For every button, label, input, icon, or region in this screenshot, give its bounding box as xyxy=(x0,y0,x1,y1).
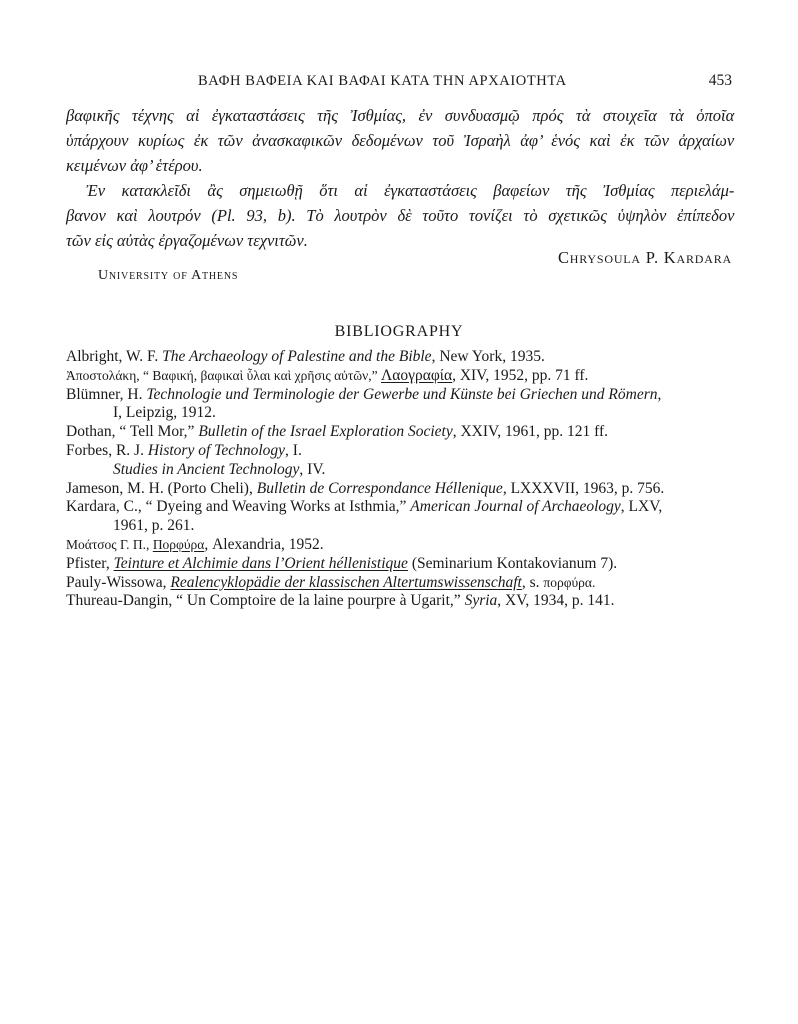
bib-journal: Syria xyxy=(464,592,498,610)
bib-entry-blumner xyxy=(66,386,746,424)
bib-entry-thureau xyxy=(66,592,746,611)
bib-details: , XIV, 1952, pp. 71 ff. xyxy=(452,366,589,384)
bib-author: Thureau-Dangin, “ Un Comptoire de la laine pourpre à Ugarit,” xyxy=(66,592,465,610)
bib-details: , LXXXVII, 1963, p. 756. xyxy=(502,479,665,497)
bib-entry-pfister xyxy=(66,555,746,574)
bib-entry-pauly xyxy=(66,574,746,593)
bib-details: , New York, 1935. xyxy=(431,348,545,365)
bib-author: Kardara, C., “ Dyeing and Weaving Works at Isthmia,” xyxy=(66,498,411,516)
bib-details: , Alexandria, 1952. xyxy=(204,535,324,553)
bib-details: , xyxy=(657,385,662,403)
paragraph-line: ὑπάρχουν κυρίως ἐκ τῶν ἀνασκαφικῶν δεδομένων τοῦ Ἰσραὴλ ἀφ’ ἑνός καὶ ἐκ τῶν ἀρχαίων xyxy=(66,131,735,150)
bib-details: , IV. xyxy=(299,460,326,478)
bib-title: The Archaeology of Palestine and the Bible xyxy=(162,348,432,365)
bib-title: Realencyklopädie der klassischen Altertumswissenschaft xyxy=(170,573,522,591)
paragraph-line: Ἐν κατακλεῖδι ἂς σημειωθῇ ὅτι αἱ ἐγκαταστάσεις βαφείων τῆς Ἰσθμίας περιελάμ- xyxy=(86,181,735,200)
bib-journal: Bulletin of the Israel Exploration Society xyxy=(198,423,453,441)
article-body xyxy=(66,103,734,253)
paragraph-line: βανον καὶ λουτρόν (Pl. 93, b). Τὸ λουτρὸν δὲ τοῦτο τονίζει τὸ σχετικῶς ὑψηλὸν ἐπίπεδον xyxy=(66,206,735,225)
bib-term: πορφύρα. xyxy=(543,574,596,590)
bib-journal: Λαογραφία xyxy=(381,366,453,384)
paragraph-line: βαφικῆς τέχνης αἱ ἐγκαταστάσεις τῆς Ἰσθμίας, ἐν συνδυασμῷ πρός τὰ στοιχεῖα τὰ ὁποῖα xyxy=(66,106,735,125)
author-signature: Chrysoula P. Kardara xyxy=(558,248,732,267)
bib-author: Pfister, xyxy=(66,554,114,572)
bib-entry-moatsos xyxy=(66,536,746,555)
bib-entry-dothan xyxy=(66,423,746,442)
bib-details: , I. xyxy=(285,441,302,459)
bib-author: Pauly-Wissowa, xyxy=(66,573,171,591)
bib-details-cont: I, Leipzig, 1912. xyxy=(113,404,216,422)
bib-title: Studies in Ancient Technology xyxy=(113,460,300,478)
bib-author: Albright, W. F. xyxy=(66,348,163,365)
bib-title: Teinture et Alchimie dans l’Orient héllenistique xyxy=(113,554,408,572)
bib-journal: American Journal of Archaeology xyxy=(410,498,621,516)
bib-author: Ἀποστολάκη, “ Βαφική, βαφικαὶ ὗλαι καὶ χρῆσις αὐτῶν,” xyxy=(66,367,382,383)
bib-details-cont: 1961, p. 261. xyxy=(113,517,195,535)
author-affiliation: University of Athens xyxy=(98,268,239,283)
bib-details: , LXV, xyxy=(620,498,663,516)
bib-author: Dothan, “ Tell Mor,” xyxy=(66,423,199,441)
bib-author: Jameson, M. H. (Porto Cheli), xyxy=(66,479,257,497)
bib-author: Blümner, H. xyxy=(66,385,147,403)
bib-entry-forbes xyxy=(66,442,746,480)
bibliography-list xyxy=(66,348,746,611)
bib-title: History of Technology xyxy=(147,441,286,459)
bib-author: Μοάτσος Γ. Π., xyxy=(66,536,153,552)
bib-details: , XXIV, 1961, pp. 121 ff. xyxy=(452,423,609,441)
bib-entry-albright xyxy=(66,348,746,367)
bib-details: , s. xyxy=(521,573,544,591)
paragraph-line: τῶν εἰς αὐτὰς ἐργαζομένων τεχνιτῶν. xyxy=(66,231,308,250)
bib-details: , XV, 1934, p. 141. xyxy=(497,592,615,610)
bib-author: Forbes, R. J. xyxy=(66,441,148,459)
running-head xyxy=(0,73,798,93)
bib-entry-kardara xyxy=(66,498,746,536)
page-number: 453 xyxy=(708,72,732,89)
bib-title: Πορφύρα xyxy=(152,536,205,552)
bib-entry-apostolaki xyxy=(66,367,746,386)
bib-journal: Bulletin de Correspondance Héllenique xyxy=(256,479,503,497)
bib-title: Technologie und Terminologie der Gewerbe und Künste bei Griechen und Römern xyxy=(146,385,658,403)
paragraph-line: κειμένων ἀφ’ ἑτέρου. xyxy=(66,156,203,175)
bib-entry-jameson xyxy=(66,480,746,499)
bibliography-heading: BIBLIOGRAPHY xyxy=(334,323,464,340)
bib-details: (Seminarium Kontakovianum 7). xyxy=(407,554,618,572)
running-title: ΒΑΦΗ ΒΑΦΕΙΑ ΚΑΙ ΒΑΦΑΙ ΚΑΤΑ ΤΗΝ ΑΡΧΑΙΟΤΗΤΑ xyxy=(198,73,567,89)
